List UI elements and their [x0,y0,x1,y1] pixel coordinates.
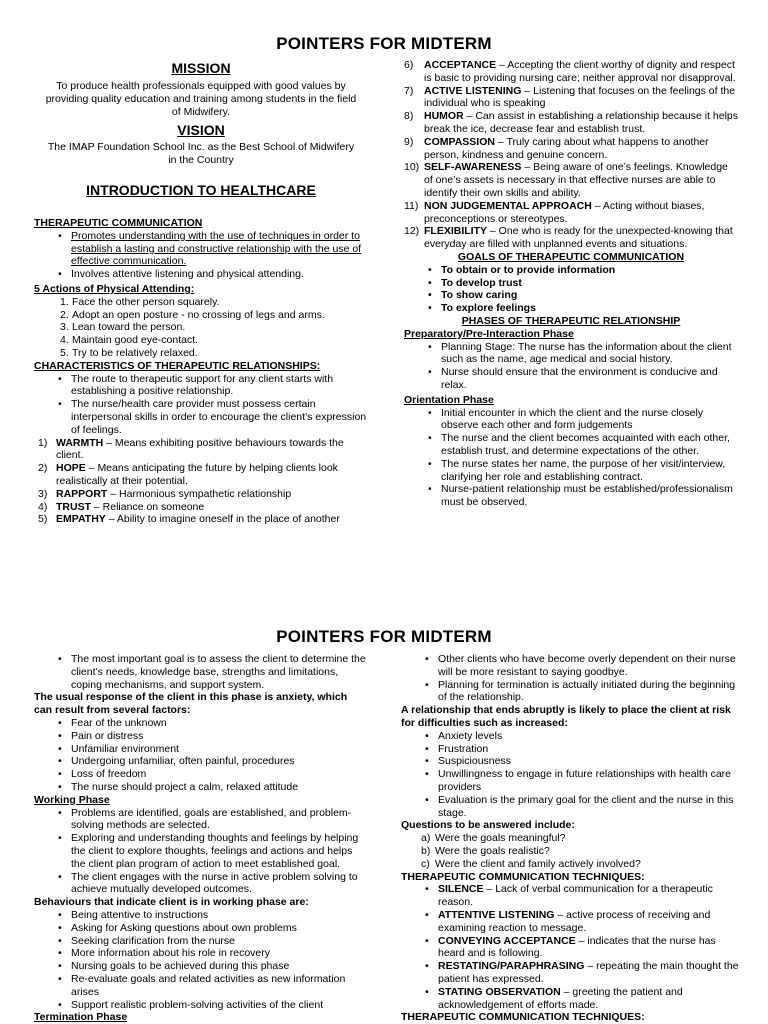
list-item: • Problems are identified, goals are established, and problem-solving methods are selected. [34,807,368,833]
anxiety-factors-list [34,717,368,794]
phases-heading: PHASES OF THERAPEUTIC RELATIONSHIP [461,314,681,327]
list-item: 2) HOPE – Means anticipating the future by helping clients look realistically at their potential. [38,462,338,487]
list-item: • Unwillingness to engage in future relationships with health care providers [401,768,739,794]
list-item: • Pain or distress [34,730,368,743]
list-item: • CONVEYING ACCEPTANCE – indicates that the nurse has heard and is following. [401,935,739,961]
characteristics-bullets [34,373,368,437]
list-item: 3) RAPPORT – Harmonious sympathetic relationship [38,487,292,500]
list-item: • Unfamiliar environment [34,743,368,756]
list-item: • The route to therapeutic support for any client starts with establishing a positive relationship. [34,373,368,399]
list-item: b) Were the goals realistic? [421,844,550,857]
list-item: • The nurse/health care provider must possess certain interpersonal skills in order to encourage the client’s expression of feelings. [34,398,368,436]
list-item: • Asking for Asking questions about own problems [34,922,368,935]
list-item: 12) FLEXIBILITY – One who is ready for the unexpected-knowing that everyday are filled with unplanned events and situations. [404,225,733,251]
physical-attending-heading: 5 Actions of Physical Attending: [34,282,195,295]
list-item: • SILENCE – Lack of verbal communication for a therapeutic reason. [401,883,739,909]
abrupt-ending-heading: A relationship that ends abruptly is likely to place the client at risk for difficulties such as increased: [401,704,731,729]
list-item: 1. Face the other person squarely. [60,295,220,308]
list-item: • Nurse should ensure that the environment is conducive and relax. [404,366,738,392]
list-item: • Undergoing unfamiliar, often painful, procedures [34,755,368,768]
list-item: • Anxiety levels [401,730,739,743]
list-item: • The nurse should project a calm, relaxed attitude [34,781,368,794]
page-1-title: POINTERS FOR MIDTERM [276,34,492,53]
goals-heading: GOALS OF THERAPEUTIC COMMUNICATION [457,250,685,263]
list-item: • Exploring and understanding thoughts and feelings by helping the client to explore thoughts, feelings and actions and helps the client plan program of action to meet established goal. [34,832,368,870]
goals-list [404,264,738,315]
intro-heading: INTRODUCTION TO HEALTHCARE [86,181,316,198]
list-item: 10) SELF-AWARENESS – Being aware of one’s feelings. Knowledge of one’s assets is necessary in that effective nurses are able to identify their own skills and ability. [404,161,728,199]
preinteraction-heading: Preparatory/Pre-Interaction Phase [404,327,574,340]
physical-attending-list [34,296,368,360]
list-item: 11) NON JUDGEMENTAL APPROACH – Acting without biases, preconceptions or stereotypes. [404,199,705,225]
list-item: • To explore feelings [404,302,738,315]
working-phase-heading: Working Phase [34,793,110,806]
list-item: • Being attentive to instructions [34,909,368,922]
page-1-left-column [34,60,368,526]
list-item: • ATTENTIVE LISTENING – active process of receiving and examining reaction to message. [401,909,739,935]
page-2-title: POINTERS FOR MIDTERM [276,627,492,646]
list-item: 3. Lean toward the person. [60,321,186,334]
therapeutic-communication-list [34,230,368,281]
characteristics-list-right [404,59,738,251]
list-item: 4. Maintain good eye-contact. [60,334,199,347]
behaviours-list [34,909,368,1011]
termination-list [401,653,739,704]
list-item: • Planning Stage: The nurse has the information about the client such as the name, age medical and social history. [404,341,738,367]
list-item: • The most important goal is to assess the client to determine the client’s needs, knowledge base, strengths and limitations, coping mechanisms, and support system. [34,653,368,691]
anxiety-heading: The usual response of the client in this phase is anxiety, which can result from several factors: [34,691,348,717]
list-item: • STATING OBSERVATION – greeting the patient and acknowledgement of efforts made. [401,986,739,1012]
mission-heading: MISSION [171,60,231,76]
list-item: • RESTATING/PARAPHRASING – repeating the main thought the patient has expressed. [401,960,739,986]
list-item: • The client engages with the nurse in active problem solving to achieve mutually developed outcomes. [34,871,368,897]
page-2-left-column [34,653,368,1024]
list-item: • More information about his role in recovery [34,947,368,960]
list-item: • Planning for termination is actually initiated during the beginning of the relationship. [401,679,739,705]
list-item: • Suspiciousness [401,755,739,768]
list-item: • The nurse and the client becomes acquainted with each other, establish trust, and determine expectations of the other. [404,432,738,458]
list-item: 6) ACCEPTANCE – Accepting the client worthy of dignity and respect is basic to providing nursing care; neither approval nor disapproval. [404,59,736,84]
list-item: • Support realistic problem-solving activities of the client [34,999,368,1012]
questions-heading: Questions to be answered include: [401,819,575,832]
list-item: • Fear of the unknown [34,717,368,730]
list-item: • To develop trust [404,277,738,290]
list-item: • Nursing goals to be achieved during this phase [34,960,368,973]
orientation-heading: Orientation Phase [404,393,494,406]
list-item: • Frustration [401,743,739,756]
techniques-list [401,883,739,1011]
orientation-list [404,407,738,509]
preinteraction-list [404,341,738,392]
vision-text: The IMAP Foundation School Inc. as the Best School of Midwifery in the Country [47,141,355,167]
list-item: • Seeking clarification from the nurse [34,935,368,948]
abrupt-ending-list [401,730,739,820]
list-item: • Nurse-patient relationship must be established/professionalism must be observed. [404,483,738,509]
therapeutic-communication-heading: THERAPEUTIC COMMUNICATION [34,216,203,229]
list-item: c) Were the client and family actively involved? [421,857,641,870]
list-item: • Promotes understanding with the use of techniques in order to establish a lasting and constructive relationship with the use of effective communication. [34,230,368,268]
list-item: 5) EMPATHY – Ability to imagine oneself in the place of another [38,513,340,526]
list-item: • Involves attentive listening and physical attending. [34,268,368,281]
techniques-heading: THERAPEUTIC COMMUNICATION TECHNIQUES: [401,870,645,883]
page-1-right-column [404,59,738,509]
techniques-heading-2: THERAPEUTIC COMMUNICATION TECHNIQUES: [401,1011,645,1024]
list-item: a) Were the goals meaningful? [421,832,566,845]
list-item: • Evaluation is the primary goal for the client and the nurse in this stage. [401,794,739,820]
list-item: • Initial encounter in which the client and the nurse closely observe each other and form judgements [404,407,738,433]
behaviours-heading: Behaviours that indicate client is in working phase are: [34,896,309,909]
list-item: 8) HUMOR – Can assist in establishing a relationship because it helps break the ice, decrease fear and establish trust. [404,110,738,135]
list-item: • Other clients who have become overly dependent on their nurse will be more resistant to saying goodbye. [401,653,739,679]
page-2-right-column [401,653,739,1024]
orientation-continued-list [34,653,368,691]
list-item: • To obtain or to provide information [404,264,738,277]
working-phase-list [34,807,368,897]
questions-list [401,832,739,870]
list-item: • Re-evaluate goals and related activities as new information arises [34,973,368,999]
termination-phase-heading: Termination Phase [34,1011,128,1024]
list-item: • To show caring [404,289,738,302]
list-item: 7) ACTIVE LISTENING – Listening that focuses on the feelings of the individual who is speaking [404,84,736,110]
list-item: 4) TRUST – Reliance on someone [38,500,205,513]
characteristics-list-left [36,437,368,527]
mission-text: To produce health professionals equipped with good values by providing quality education and training among students in the field of Midwifery. [45,80,357,118]
list-item: 5. Try to be relatively relaxed. [60,346,198,359]
list-item: • Loss of freedom [34,768,368,781]
list-item: • The nurse states her name, the purpose of her visit/interview, clarifying her role and establishing contract. [404,458,738,484]
characteristics-heading: CHARACTERISTICS OF THERAPEUTIC RELATIONSHIPS: [34,359,321,372]
vision-heading: VISION [177,122,225,139]
list-item: 1) WARMTH – Means exhibiting positive behaviours towards the client. [38,436,344,462]
list-item: 2. Adopt an open posture - no crossing of legs and arms. [60,308,325,321]
list-item: 9) COMPASSION – Truly caring about what happens to another person, kindness and genuine concern. [404,135,709,161]
